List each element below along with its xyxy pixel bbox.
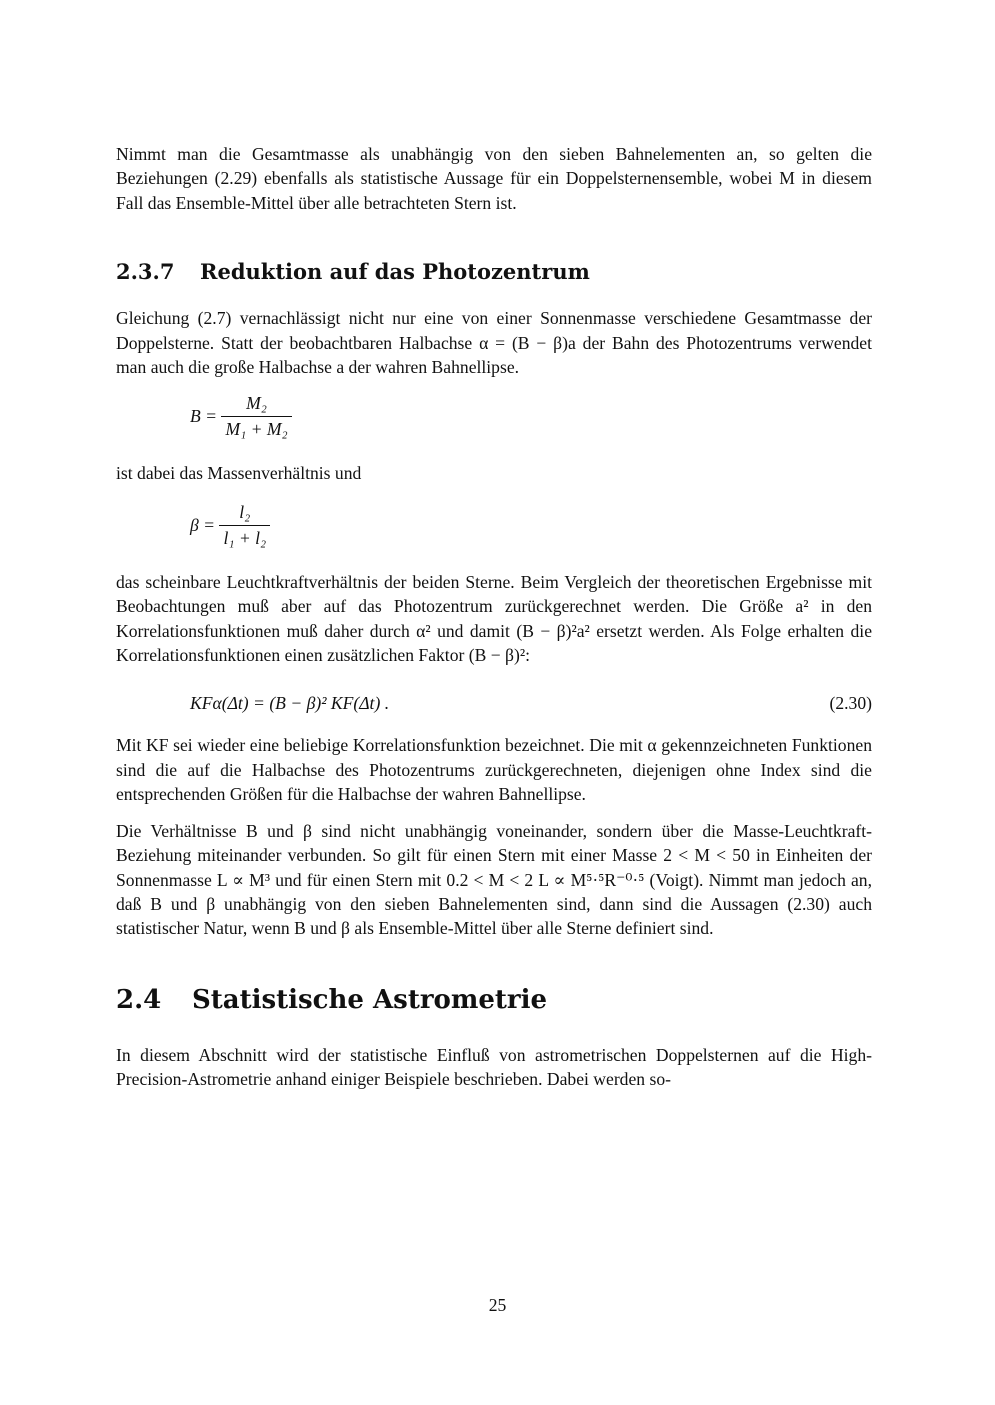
equation-2-30 [116, 693, 872, 723]
equation-lhs: β = [190, 514, 216, 535]
equation-mass-ratio [190, 393, 872, 453]
paragraph-mass-luminosity: Die Verhältnisse B und β sind nicht unabhängig voneinander, sondern über die Masse-Leuchtkraft-Beziehung miteinander verbunden. So gilt für einen Stern mit einer Masse 2 < M < 50 in Einheiten der Sonnenmasse L ∝ M³ und für einen Stern mit 0.2 < M < 2 L ∝ M⁵·⁵R⁻⁰·⁵ (Voigt). Nimmt man jedoch an, daß B und β unabhängig von den sieben Bahnelementen sind, dann sind die Aussagen (2.30) auch statistischer Natur, wenn B und β als Ensemble-Mittel über alle Sterne definiert sind. [116, 820, 872, 939]
numerator: M₂ [246, 393, 267, 414]
denominator: l₁ + l₂ [219, 525, 270, 549]
paragraph-intro: Nimmt man die Gesamtmasse als unabhängig von den sieben Bahnelementen an, so gelten die Beziehungen (2.29) ebenfalls als statistische Aussage für ein Doppelsternensemble, wobei M in diesem Fall das Ensemble-Mittel über alle betrachteten Stern ist. [116, 144, 872, 213]
denominator: M₁ + M₂ [221, 416, 291, 440]
section-title: Reduktion auf das Photozentrum [200, 259, 590, 285]
equation-body: KFα(Δt) = (B − β)² KF(Δt) . [190, 693, 390, 714]
page-content [116, 140, 872, 1092]
section-heading-2-3-7 [116, 259, 872, 284]
numerator: l₂ [239, 501, 251, 522]
page-number: 25 [488, 1295, 507, 1315]
paragraph-statistical-astrometry: In diesem Abschnitt wird der statistische Einfluß von astrometrischen Doppelsternen auf die High-Precision-Astrometrie anhand einiger Beispiele beschrieben. Dabei werden so- [116, 1044, 872, 1090]
paragraph-mass-ratio: ist dabei das Massenverhältnis und [116, 463, 362, 484]
paragraph-luminosity-ratio: das scheinbare Leuchtkraftverhältnis der beiden Sterne. Beim Vergleich der theoretischen Ergebnisse mit Beobachtungen muß aber auf das Photozentrum zurückgerechnet werden. Die Größe a² in den Korrelationsfunktionen muß daher durch α² und damit (B − β)²a² ersetzt werden. Als Folge erhalten die Korrelationsfunktionen einen zusätzlichen Faktor (B − β)²: [116, 571, 872, 666]
section-number: 2.4 [116, 984, 162, 1015]
equation-luminosity-ratio [190, 502, 872, 562]
paragraph-photocenter-intro: Gleichung (2.7) vernachlässigt nicht nur eine von einer Sonnenmasse verschiedene Gesamtmasse der Doppelsterne. Statt der beobachtbaren Halbachse α = (B − β)a der Bahn des Photozentrums verwendet man auch die große Halbachse a der wahren Bahnellipse. [116, 308, 872, 378]
section-number: 2.3.7 [116, 259, 175, 285]
paragraph-correlation-function: Mit KF sei wieder eine beliebige Korrelationsfunktion bezeichnet. Die mit α gekennzeichneten Funktionen sind die auf die Halbachse des Photozentrums zurückgerechneten, diejenigen ohne Index sind die entsprechenden Größen für die Halbachse der wahren Bahnellipse. [116, 735, 872, 805]
equation-label: (2.30) [829, 693, 872, 714]
section-title: Statistische Astrometrie [192, 984, 548, 1015]
fraction [219, 502, 270, 549]
section-heading-2-4 [116, 985, 872, 1015]
equation-lhs: B = [190, 406, 218, 427]
fraction [221, 393, 291, 440]
